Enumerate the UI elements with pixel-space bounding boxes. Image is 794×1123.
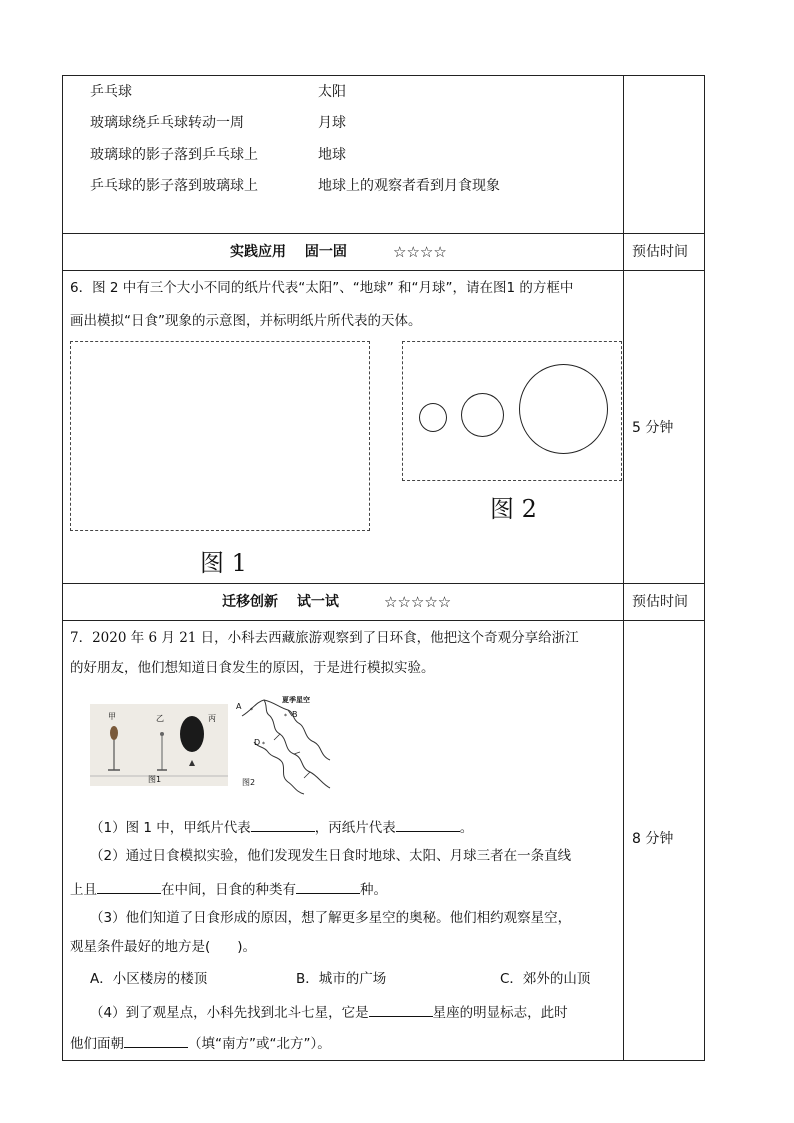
sub-question-text: （4）到了观星点，小科先找到北斗七星，它是 <box>90 1005 369 1021</box>
time-header: 预估时间 <box>632 594 688 610</box>
answer-blank[interactable] <box>124 1031 188 1048</box>
answer-blank[interactable] <box>369 1000 433 1017</box>
answer-blank[interactable] <box>296 877 360 894</box>
photo-label-yi: 乙 <box>156 714 164 723</box>
match-left: 玻璃球的影子落到乒乓球上 <box>90 147 258 163</box>
experiment-photo <box>90 704 228 786</box>
photo-label-bing: 丙 <box>208 714 216 723</box>
sub-question-3: （3）他们知道了日食形成的原因，想了解更多星空的奥秘。他们相约观察星空， <box>90 910 572 926</box>
sub-question-2: （2）通过日食模拟实验，他们发现发生日食时地球、太阳、月球三者在一条直线 <box>90 848 572 864</box>
svg-text:*: * <box>250 707 253 714</box>
match-right: 月球 <box>318 115 346 131</box>
sub-question-3-cont: 观星条件最好的地方是( )。 <box>70 939 257 955</box>
answer-blank[interactable] <box>251 815 315 832</box>
question-text: 7．2020 年 6 月 21 日，小科去西藏旅游观察到了日环食，他把这个奇观分享给浙江 <box>70 630 579 646</box>
difficulty-stars: ☆☆☆☆☆ <box>384 593 452 611</box>
question-text: 画出模拟“日食”现象的示意图，并标明纸片所代表的天体。 <box>70 313 422 329</box>
sub-question-1 <box>90 815 473 838</box>
section-title: 迁移创新 试一试 <box>222 594 339 610</box>
medium-circle-earth <box>461 393 504 437</box>
option-b[interactable]: B．城市的广场 <box>296 971 387 987</box>
question-text: 6．图 2 中有三个大小不同的纸片代表“太阳”、“地球” 和“月球”，请在图1 的方框中 <box>70 280 574 296</box>
column-divider <box>623 75 624 1061</box>
star-label-a: A <box>236 702 242 711</box>
star-label-d: D <box>254 738 261 747</box>
section-title: 实践应用 固一固 <box>230 244 347 260</box>
difficulty-stars: ☆☆☆☆ <box>393 243 447 261</box>
sub-question-text: 。 <box>459 820 474 836</box>
star-chart-title: 夏季星空 <box>282 696 310 704</box>
match-left: 乒乓球的影子落到玻璃球上 <box>90 178 258 194</box>
estimated-time: 8 分钟 <box>632 831 674 847</box>
option-c[interactable]: C．郊外的山顶 <box>500 971 591 987</box>
sub-question-text: 他们面朝 <box>70 1036 124 1052</box>
sub-question-text: 星座的明显标志，此时 <box>432 1005 568 1021</box>
question-text: 的好朋友，他们想知道日食发生的原因，于是进行模拟实验。 <box>70 660 435 676</box>
photo-caption: 图1 <box>148 775 162 784</box>
svg-text:*: * <box>262 741 265 748</box>
sub-question-text: ，丙纸片代表 <box>314 820 396 836</box>
answer-blank[interactable] <box>396 815 460 832</box>
option-a[interactable]: A．小区楼房的楼顶 <box>90 971 208 987</box>
estimated-time: 5 分钟 <box>632 420 674 436</box>
star-label-b: B <box>292 710 298 719</box>
sub-question-text: （1）图 1 中，甲纸片代表 <box>90 820 251 836</box>
sub-question-2-cont <box>70 877 387 900</box>
match-right: 地球上的观察者看到月食现象 <box>318 178 500 194</box>
sub-question-4 <box>90 1000 568 1023</box>
figure-label: 图 2 <box>490 495 537 523</box>
star-chart <box>234 696 344 796</box>
time-header: 预估时间 <box>632 244 688 260</box>
photo-caption: 图2 <box>242 778 256 787</box>
row-divider <box>62 620 705 621</box>
row-divider <box>62 270 705 271</box>
sub-question-text: 在中间，日食的种类有 <box>161 882 296 898</box>
match-right: 太阳 <box>318 84 346 100</box>
figure-label: 图 1 <box>200 549 247 577</box>
match-left: 乒乓球 <box>90 84 132 100</box>
sub-question-text: 上且 <box>70 882 97 898</box>
answer-blank[interactable] <box>97 877 161 894</box>
drawing-box[interactable] <box>70 341 370 531</box>
sub-question-4-cont <box>70 1031 331 1054</box>
svg-text:*: * <box>284 713 287 720</box>
sub-question-text: （填“南方”或“北方”）。 <box>188 1036 331 1052</box>
small-circle-moon <box>419 403 447 432</box>
photo-label-jia: 甲 <box>108 712 116 721</box>
match-left: 玻璃球绕乒乓球转动一周 <box>90 115 244 131</box>
sub-question-text: 种。 <box>360 882 387 898</box>
large-circle-sun <box>519 364 608 454</box>
row-divider <box>62 583 705 584</box>
row-divider <box>62 233 705 234</box>
match-right: 地球 <box>318 147 346 163</box>
